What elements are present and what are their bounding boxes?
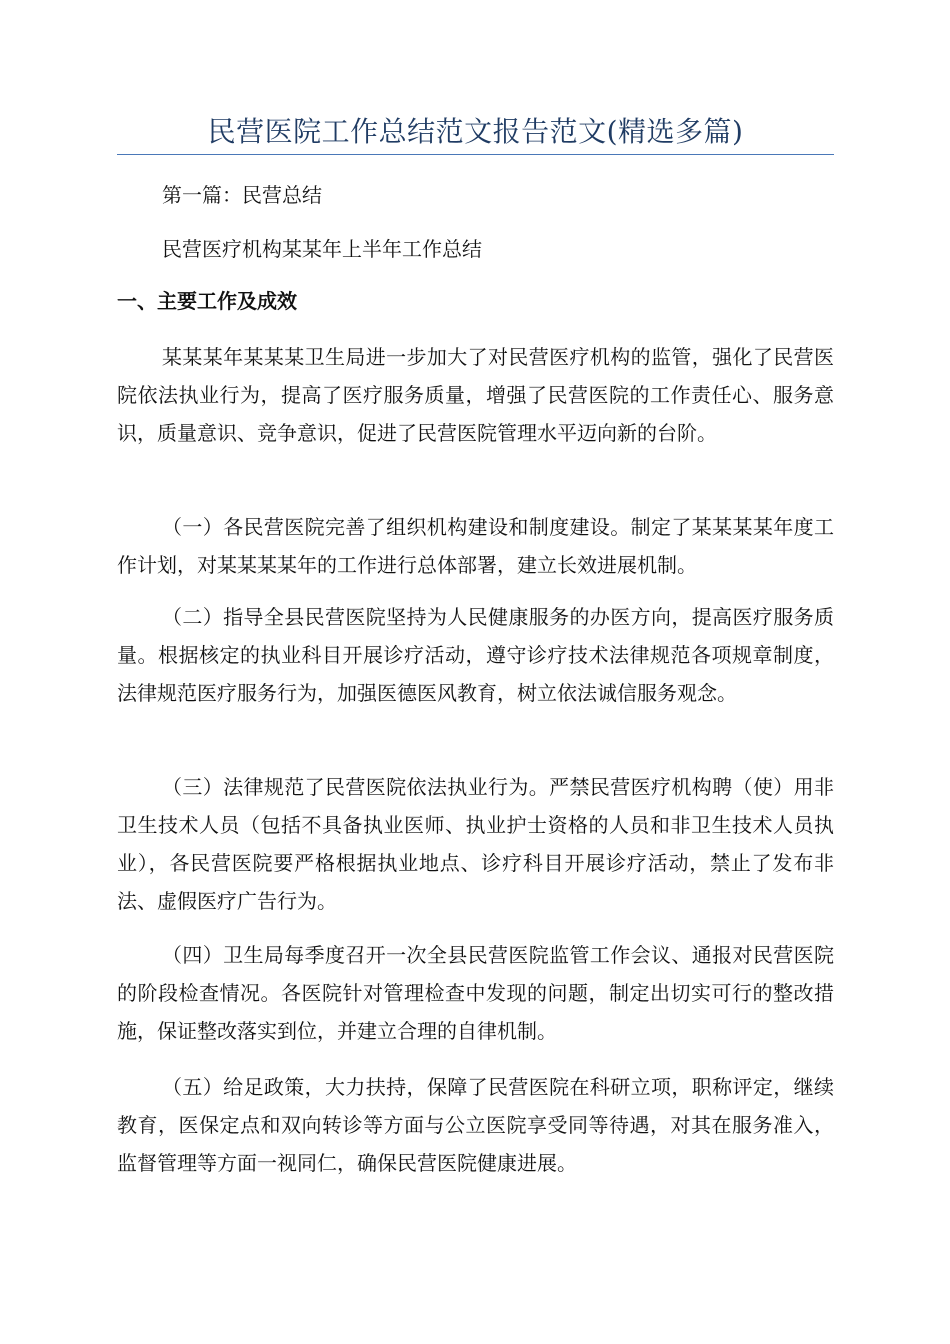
paragraph-item-2: （二）指导全县民营医院坚持为人民健康服务的办医方向，提高医疗服务质量。根据核定的执业科目开展诊疗活动，遵守诊疗技术法律规范各项规章制度，法律规范医疗服务行为，加强医德医风教育，树立依法诚信服务观念。	[117, 605, 834, 705]
section-label: 第一篇：民营总结	[162, 183, 322, 207]
paragraph-item-1: （一）各民营医院完善了组织机构建设和制度建设。制定了某某某某年度工作计划，对某某某某年的工作进行总体部署，建立长效进展机制。	[117, 515, 834, 577]
section-heading: 一、主要工作及成效	[117, 289, 297, 313]
title-underline	[117, 154, 834, 155]
document-title: 民营医院工作总结范文报告范文(精选多篇)	[207, 115, 744, 148]
paragraph-item-4: （四）卫生局每季度召开一次全县民营医院监管工作会议、通报对民营医院的阶段检查情况。各医院针对管理检查中发现的问题，制定出切实可行的整改措施，保证整改落实到位，并建立合理的自律机制。	[117, 943, 834, 1043]
subtitle: 民营医疗机构某某年上半年工作总结	[162, 237, 482, 261]
paragraph-item-5: （五）给足政策，大力扶持，保障了民营医院在科研立项，职称评定，继续教育，医保定点和双向转诊等方面与公立医院享受同等待遇，对其在服务准入，监督管理等方面一视同仁，确保民营医院健康进展。	[117, 1075, 834, 1175]
paragraph-item-3: （三）法律规范了民营医院依法执业行为。严禁民营医疗机构聘（使）用非卫生技术人员（包括不具备执业医师、执业护士资格的人员和非卫生技术人员执业），各民营医院要严格根据执业地点、诊疗科目开展诊疗活动，禁止了发布非法、虚假医疗广告行为。	[117, 775, 834, 913]
paragraph-intro: 某某某年某某某卫生局进一步加大了对民营医疗机构的监管，强化了民营医院依法执业行为，提高了医疗服务质量，增强了民营医院的工作责任心、服务意识，质量意识、竞争意识，促进了民营医院管理水平迈向新的台阶。	[117, 345, 834, 445]
